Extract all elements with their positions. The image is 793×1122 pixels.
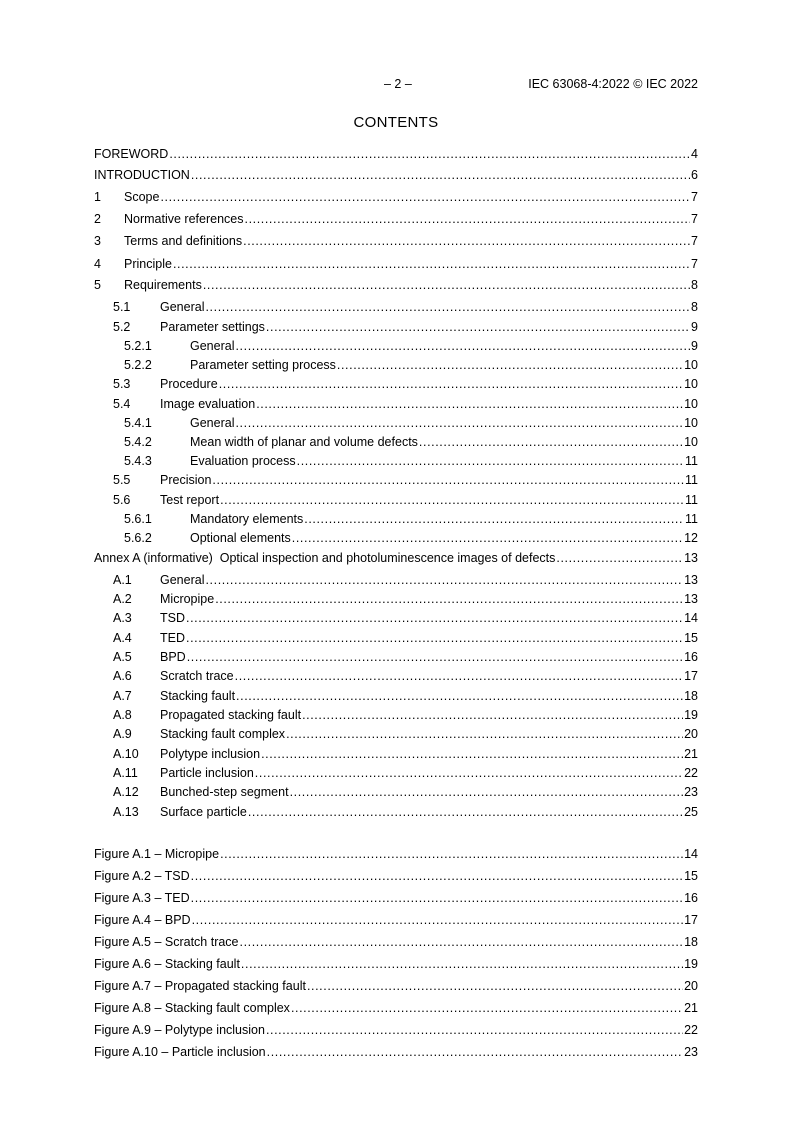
toc-entry-label: General <box>190 416 235 430</box>
toc-entry-a-1[interactable] <box>94 572 698 588</box>
toc-entry-number: A.7 <box>113 689 132 703</box>
figure-entry-page: 17 <box>684 913 698 927</box>
figure-entry-page: 22 <box>684 1023 698 1037</box>
dot-leader <box>297 453 684 469</box>
toc-entry-page: 4 <box>691 147 698 161</box>
toc-entry-number: 5.2 <box>113 320 131 334</box>
toc-entry-5-6-2[interactable] <box>94 530 698 546</box>
toc-entry-a-9[interactable] <box>94 726 698 742</box>
figure-entry-a-5[interactable] <box>94 934 698 950</box>
dot-leader <box>302 707 683 723</box>
dot-leader <box>212 472 684 488</box>
toc-entry-page: 11 <box>685 493 698 507</box>
dot-leader <box>191 167 690 183</box>
toc-entry-5[interactable] <box>94 277 698 293</box>
toc-entry-2[interactable] <box>94 211 698 227</box>
dot-leader <box>235 338 690 354</box>
figure-entry-a-7[interactable] <box>94 978 698 994</box>
dot-leader <box>286 726 683 742</box>
toc-entry-a-12[interactable] <box>94 784 698 800</box>
dot-leader <box>556 550 683 566</box>
toc-entry-number: A.10 <box>113 747 139 761</box>
toc-entry-page: 16 <box>684 650 698 664</box>
toc-entry-page: 7 <box>691 257 698 271</box>
toc-entry-number: 5.3 <box>113 377 131 391</box>
toc-entry-5-4-2[interactable] <box>94 434 698 450</box>
toc-entry-number: 5.5 <box>113 473 131 487</box>
toc-entry-number: 5.6.1 <box>124 512 152 526</box>
toc-entry-a-2[interactable] <box>94 591 698 607</box>
figure-entry-page: 16 <box>684 891 698 905</box>
dot-leader <box>235 415 683 431</box>
dot-leader <box>169 146 690 162</box>
toc-entry-a-11[interactable] <box>94 765 698 781</box>
toc-entry-5-6-1[interactable] <box>94 511 698 527</box>
toc-entry-a-7[interactable] <box>94 688 698 704</box>
toc-entry-page: 8 <box>691 278 698 292</box>
toc-entry-number: A.4 <box>113 631 132 645</box>
toc-entry-page: 9 <box>691 320 698 334</box>
figure-entry-a-6[interactable] <box>94 956 698 972</box>
dot-leader <box>191 868 683 884</box>
toc-entry-page: 11 <box>685 473 698 487</box>
figure-entry-label: Figure A.6 – Stacking fault <box>94 957 240 971</box>
figure-entry-label: Figure A.4 – BPD <box>94 913 191 927</box>
dot-leader <box>203 277 690 293</box>
toc-entry-page: 7 <box>691 234 698 248</box>
toc-entry-a-13[interactable] <box>94 804 698 820</box>
dot-leader <box>248 804 683 820</box>
toc-entry-number: A.11 <box>113 766 138 780</box>
toc-entry-number: 1 <box>94 190 101 204</box>
toc-entry-page: 15 <box>684 631 698 645</box>
toc-entry-label: Micropipe <box>160 592 215 606</box>
toc-entry-number: 4 <box>94 257 101 271</box>
figure-entry-page: 19 <box>684 957 698 971</box>
toc-entry-page: 10 <box>684 435 698 449</box>
toc-entry-number: A.8 <box>113 708 132 722</box>
toc-entry-page: 9 <box>691 339 698 353</box>
toc-entry-5-5[interactable] <box>94 472 698 488</box>
figure-entry-a-2[interactable] <box>94 868 698 884</box>
toc-entry-number: 5.6.2 <box>124 531 152 545</box>
figure-entry-label: Figure A.9 – Polytype inclusion <box>94 1023 265 1037</box>
toc-entry-page: 10 <box>684 416 698 430</box>
toc-entry-label: Normative references <box>124 212 244 226</box>
toc-entry-label: General <box>160 573 205 587</box>
dot-leader <box>215 591 683 607</box>
toc-entry-5-6[interactable] <box>94 492 698 508</box>
toc-entry-label: TSD <box>160 611 185 625</box>
toc-entry-number: A.2 <box>113 592 132 606</box>
figure-entry-label: Figure A.10 – Particle inclusion <box>94 1045 266 1059</box>
toc-entry-page: 8 <box>691 300 698 314</box>
dot-leader <box>220 492 684 508</box>
toc-entry-a-8[interactable] <box>94 707 698 723</box>
toc-entry-label: Propagated stacking fault <box>160 708 302 722</box>
dot-leader <box>236 688 683 704</box>
dot-leader <box>255 765 683 781</box>
toc-entry-label: Particle inclusion <box>160 766 254 780</box>
figure-entry-label: Figure A.5 – Scratch trace <box>94 935 239 949</box>
toc-entry-label: Polytype inclusion <box>160 747 261 761</box>
figure-entry-a-8[interactable] <box>94 1000 698 1016</box>
toc-entry-label: FOREWORD <box>94 147 169 161</box>
toc-entry-page: 25 <box>684 805 698 819</box>
dot-leader <box>261 746 683 762</box>
figure-entry-page: 21 <box>684 1001 698 1015</box>
toc-entry-3[interactable] <box>94 233 698 249</box>
page-number: – 2 – <box>384 77 412 91</box>
toc-entry-label: Evaluation process <box>190 454 296 468</box>
dot-leader <box>266 1022 683 1038</box>
toc-entry-page: 10 <box>684 377 698 391</box>
toc-entry-page: 6 <box>691 168 698 182</box>
dot-leader <box>243 233 690 249</box>
toc-entry-number: 5.1 <box>113 300 131 314</box>
page-title: CONTENTS <box>353 114 439 131</box>
toc-entry-label: Scratch trace <box>160 669 234 683</box>
figure-entry-page: 14 <box>684 847 698 861</box>
toc-entry-foreword[interactable] <box>94 146 698 162</box>
dot-leader <box>186 630 683 646</box>
toc-entry-5-2-1[interactable] <box>94 338 698 354</box>
toc-entry-page: 12 <box>684 531 698 545</box>
dot-leader <box>241 956 683 972</box>
toc-entry-page: 11 <box>685 512 698 526</box>
toc-entry-page: 10 <box>684 358 698 372</box>
figure-entry-label: Figure A.3 – TED <box>94 891 190 905</box>
toc-entry-label: BPD <box>160 650 186 664</box>
toc-entry-label: Optional elements <box>190 531 291 545</box>
dot-leader <box>173 256 690 272</box>
toc-entry-label: Parameter setting process <box>190 358 336 372</box>
toc-entry-number: 5.2.2 <box>124 358 152 372</box>
toc-entry-page: 21 <box>684 747 698 761</box>
dot-leader <box>419 434 683 450</box>
dot-leader <box>245 211 691 227</box>
toc-entry-number: 5.2.1 <box>124 339 152 353</box>
dot-leader <box>266 319 690 335</box>
toc-entry-number: A.13 <box>113 805 139 819</box>
toc-entry-page: 17 <box>684 669 698 683</box>
toc-entry-page: 13 <box>684 592 698 606</box>
toc-entry-a-10[interactable] <box>94 746 698 762</box>
dot-leader <box>220 846 683 862</box>
figure-entry-a-3[interactable] <box>94 890 698 906</box>
dot-leader <box>290 784 684 800</box>
toc-entry-label: Test report <box>160 493 220 507</box>
toc-entry-page: 22 <box>684 766 698 780</box>
toc-entry-a-3[interactable] <box>94 610 698 626</box>
toc-entry-label: Procedure <box>160 377 218 391</box>
toc-entry-number: A.9 <box>113 727 132 741</box>
toc-entry-number: 5.4.1 <box>124 416 152 430</box>
toc-entry-5-2[interactable] <box>94 319 698 335</box>
toc-entry-label: Parameter settings <box>160 320 265 334</box>
dot-leader <box>240 934 684 950</box>
figure-entry-page: 20 <box>684 979 698 993</box>
toc-entry-label: Mean width of planar and volume defects <box>190 435 418 449</box>
toc-entry-page: 7 <box>691 190 698 204</box>
dot-leader <box>304 511 684 527</box>
toc-entry-5-1[interactable] <box>94 299 698 315</box>
toc-entry-label: Requirements <box>124 278 202 292</box>
figure-entry-label: Figure A.2 – TSD <box>94 869 190 883</box>
toc-entry-number: A.12 <box>113 785 139 799</box>
toc-entry-label: Mandatory elements <box>190 512 304 526</box>
figure-entry-a-10[interactable] <box>94 1044 698 1060</box>
toc-entry-page: 19 <box>684 708 698 722</box>
toc-entry-4[interactable] <box>94 256 698 272</box>
dot-leader <box>205 299 690 315</box>
toc-entry-number: A.3 <box>113 611 132 625</box>
toc-entry-5-4[interactable] <box>94 396 698 412</box>
toc-entry-label: Principle <box>124 257 172 271</box>
toc-entry-page: 18 <box>684 689 698 703</box>
toc-entry-5-4-3[interactable] <box>94 453 698 469</box>
dot-leader <box>337 357 683 373</box>
toc-entry-label: Bunched-step segment <box>160 785 289 799</box>
toc-entry-number: A.1 <box>113 573 132 587</box>
toc-entry-number: 5.4 <box>113 397 131 411</box>
toc-entry-5-4-1[interactable] <box>94 415 698 431</box>
dot-leader <box>205 572 683 588</box>
toc-entry-label: INTRODUCTION <box>94 168 190 182</box>
dot-leader <box>160 189 690 205</box>
toc-entry-5-2-2[interactable] <box>94 357 698 373</box>
toc-entry-label: TED <box>160 631 185 645</box>
dot-leader <box>191 890 683 906</box>
figure-entry-label: Figure A.1 – Micropipe <box>94 847 220 861</box>
toc-entry-label: General <box>190 339 235 353</box>
toc-entry-a-6[interactable] <box>94 668 698 684</box>
dot-leader <box>292 530 683 546</box>
toc-entry-label: Stacking fault complex <box>160 727 286 741</box>
toc-entry-label: Image evaluation <box>160 397 256 411</box>
dot-leader <box>192 912 684 928</box>
document-id: IEC 63068-4:2022 © IEC 2022 <box>528 77 698 91</box>
dot-leader <box>187 649 683 665</box>
figure-entry-label: Figure A.8 – Stacking fault complex <box>94 1001 290 1015</box>
toc-entry-number: 5.6 <box>113 493 131 507</box>
dot-leader <box>291 1000 683 1016</box>
figure-entry-page: 18 <box>684 935 698 949</box>
toc-entry-number: 5 <box>94 278 101 292</box>
toc-entry-1[interactable] <box>94 189 698 205</box>
toc-entry-number: 3 <box>94 234 101 248</box>
toc-entry-label: Annex A (informative) Optical inspection and photoluminescence images of defects <box>94 551 556 565</box>
toc-entry-page: 10 <box>684 397 698 411</box>
figure-entry-a-1[interactable] <box>94 846 698 862</box>
toc-entry-introduction[interactable] <box>94 167 698 183</box>
toc-entry-a-4[interactable] <box>94 630 698 646</box>
figure-entry-page: 23 <box>684 1045 698 1059</box>
toc-entry-number: A.5 <box>113 650 132 664</box>
toc-entry-number: A.6 <box>113 669 132 683</box>
toc-entry-label: General <box>160 300 205 314</box>
dot-leader <box>186 610 683 626</box>
figure-entry-page: 15 <box>684 869 698 883</box>
figure-entry-a-9[interactable] <box>94 1022 698 1038</box>
toc-entry-page: 23 <box>684 785 698 799</box>
toc-entry-page: 7 <box>691 212 698 226</box>
toc-entry-5-3[interactable] <box>94 376 698 392</box>
toc-entry-page: 14 <box>684 611 698 625</box>
toc-entry-label: Stacking fault <box>160 689 236 703</box>
dot-leader <box>267 1044 683 1060</box>
dot-leader <box>256 396 683 412</box>
dot-leader <box>235 668 683 684</box>
dot-leader <box>219 376 683 392</box>
toc-entry-page: 11 <box>685 454 698 468</box>
toc-entry-page: 13 <box>684 551 698 565</box>
toc-entry-page: 13 <box>684 573 698 587</box>
toc-entry-number: 5.4.3 <box>124 454 152 468</box>
toc-entry-label: Terms and definitions <box>124 234 243 248</box>
figure-entry-a-4[interactable] <box>94 912 698 928</box>
toc-entry-label: Surface particle <box>160 805 247 819</box>
toc-entry-page: 20 <box>684 727 698 741</box>
dot-leader <box>307 978 683 994</box>
toc-entry-number: 2 <box>94 212 101 226</box>
toc-entry-a-5[interactable] <box>94 649 698 665</box>
toc-entry-label: Scope <box>124 190 160 204</box>
toc-entry-label: Precision <box>160 473 212 487</box>
page-header <box>94 76 698 92</box>
toc-entry-number: 5.4.2 <box>124 435 152 449</box>
toc-entry-annex-a[interactable] <box>94 550 698 566</box>
figure-entry-label: Figure A.7 – Propagated stacking fault <box>94 979 306 993</box>
